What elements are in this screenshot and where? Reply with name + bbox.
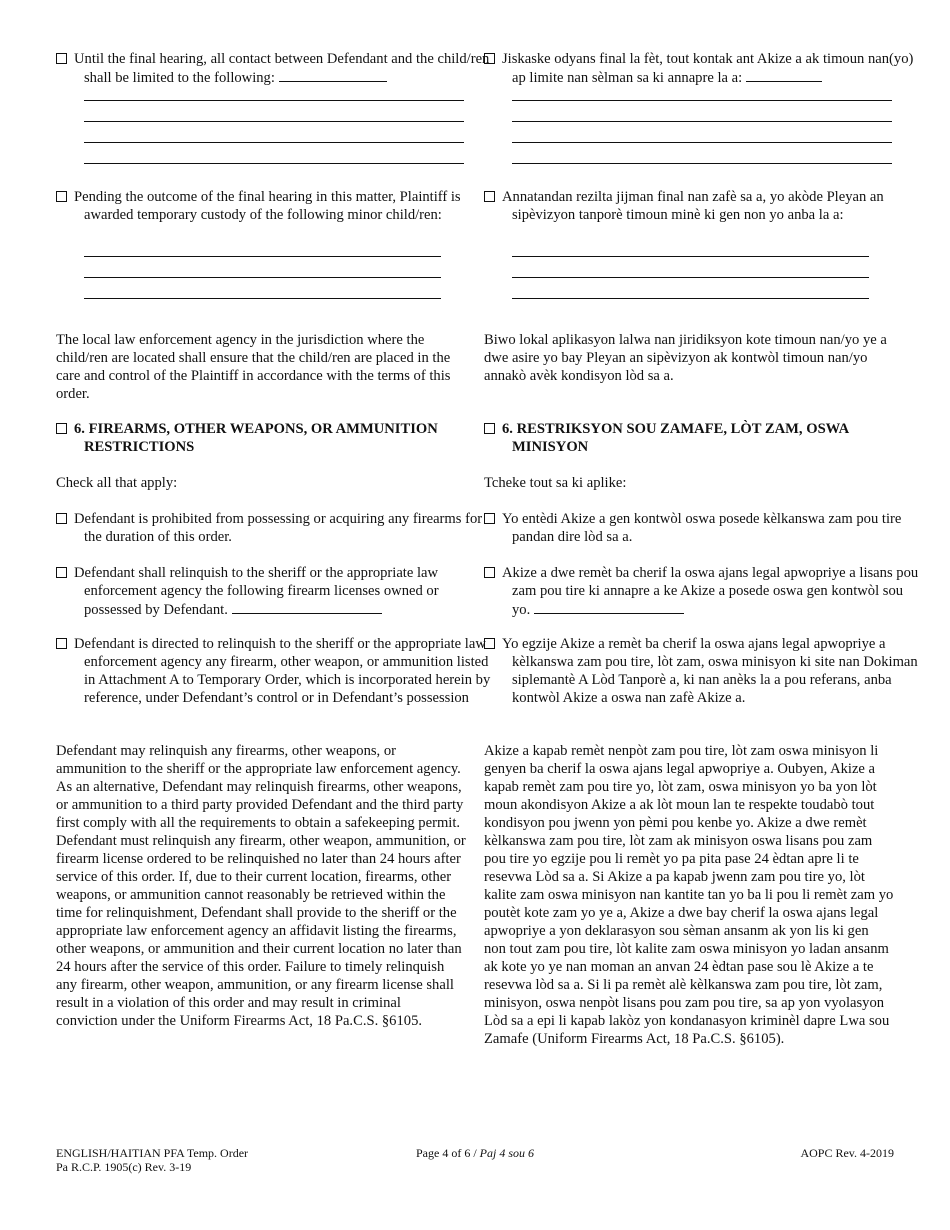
custody-lines-ht[interactable] bbox=[484, 256, 894, 299]
custody-item bbox=[56, 188, 494, 224]
contact-limit-text: Until the final hearing, all contact between Defendant and the child/ren shall be limited to the following: bbox=[74, 51, 490, 86]
relinquish-item-ht bbox=[484, 635, 922, 707]
relinquish-paragraph-ht: Akize a kapab remèt nenpòt zam pou tire, lòt zam oswa minisyon li genyen ba cherif la oswa ajans legal apwopriye a. Oubyen, Akize a kapab remèt zam pou tire yo, lòt zam, oswa minisyon yo ba yon lòt moun akondisyon Akize a ak lòt moun lan te respekte toudabò tout kondisyon pou jwenn yon pèmi pou kenbe yo. Akize a dwe remèt kèlkanswa zam pou tire, lòt zam ak minisyon oswa lisans pou zam pou tire yo egzije pou li remèt yo pa pita pase 24 èdtan apre li te resevwa Lòd sa a. Si Akize a pa kapab jwenn zam pou tire yo, lòt kalite zam oswa minisyon nan kantite tan yo ba li pou li remèt zam yo poutèt kote zam yo ye a, Akize a dwe bay cherif la oswa ajans legal apwopriye a yon deklarasyon sou sèman ansanm ak yon lis ki gen non tout zam pou tire, lòt kalite zam oswa minisyon yo ladan ansanm ak kote yo ye nan moman an anvan 24 èdtan pase sou lè Akize a te resevwa lòd sa a. Si li pa remèt alè kèlkanswa zam pou tire, lòt zam, minisyon, oswa nenpòt lisans pou zam pou tire, sa ap yon vyolasyon Lòd sa a epi li kapab lakòz yon kondanasyon kriminèl dapre Lwa sou Zamafe (Uniform Firearms Act, 18 Pa.C.S. §6105). bbox=[484, 743, 894, 1047]
law-enforcement-paragraph: The local law enforcement agency in the jurisdiction where the child/ren are located shall ensure that the child/ren are placed in the care and control of the Plaintiff in accordance with the terms of this order. bbox=[56, 332, 451, 402]
contact-limit-item bbox=[56, 50, 494, 87]
licenses-checkbox-ht[interactable] bbox=[484, 567, 495, 578]
contact-lines[interactable] bbox=[56, 100, 466, 164]
firearms-section-heading bbox=[56, 420, 494, 456]
contact-lines-ht[interactable] bbox=[484, 100, 894, 164]
relinquish-item bbox=[56, 635, 494, 707]
prohibited-checkbox-ht[interactable] bbox=[484, 513, 495, 524]
prohibited-checkbox[interactable] bbox=[56, 513, 67, 524]
prohibited-text-ht: Yo entèdi Akize a gen kontwòl oswa posede kèlkanswa zam pou tire pandan dire lòd sa a. bbox=[502, 511, 902, 545]
custody-item-ht bbox=[484, 188, 922, 224]
relinquish-checkbox[interactable] bbox=[56, 638, 67, 649]
contact-limit-checkbox-ht[interactable] bbox=[484, 53, 495, 64]
prohibited-text: Defendant is prohibited from possessing or acquiring any firearms for the duration of this order. bbox=[74, 511, 483, 545]
contact-limit-item-ht bbox=[484, 50, 922, 87]
contact-limit-blank-ht[interactable] bbox=[746, 68, 822, 82]
licenses-item-ht bbox=[484, 564, 922, 619]
licenses-text: Defendant shall relinquish to the sheriff or the appropriate law enforcement agency the following firearm licenses owned or possessed by Defendant. bbox=[74, 565, 439, 618]
law-enforcement-paragraph-ht: Biwo lokal aplikasyon lalwa nan jiridiksyon kote timoun nan/yo ye a dwe asire yo bay Pleyan an sipèvizyon ak kontwòl timoun nan/yo annakò avèk kondisyon lòd sa a. bbox=[484, 332, 887, 384]
relinquish-text-ht: Yo egzije Akize a remèt ba cherif la oswa ajans legal apwopriye a kèlkanswa zam pou tire, lòt zam, oswa minisyon ki site nan Dokiman siplemantè A Lòd Tanporè a, ki nan anèks la a pou referans, anba kontwòl Akize a oswa nan zafè Akize a. bbox=[502, 636, 918, 706]
revision-label: AOPC Rev. 4-2019 bbox=[800, 1146, 894, 1160]
relinquish-paragraph: Defendant may relinquish any firearms, other weapons, or ammunition to the sheriff or the appropriate law enforcement agency. As an alternative, Defendant may relinquish firearms, other weapons, or ammunition to a third party provided Defendant and the third party first comply with all the requirements to obtain a safekeeping permit. Defendant must relinquish any firearm, other weapon, ammunition, or firearm license ordered to be relinquished no later than 24 hours after service of this order. If, due to their current location, firearms, other weapons, or ammunition cannot reasonably be retrieved within the time for relinquishment, Defendant shall provide to the sheriff or the appropriate law enforcement agency an affidavit listing the firearms, other weapons, or ammunition and their current location no later than 24 hours after the service of this order. Failure to timely relinquish any firearm, other weapon, ammunition, or any firearm license shall result in a violation of this order and may result in criminal conviction under the Uniform Firearms Act, 18 Pa.C.S. §6105. bbox=[56, 743, 466, 1029]
contact-limit-blank[interactable] bbox=[279, 68, 387, 82]
firearms-section-title: 6. FIREARMS, OTHER WEAPONS, OR AMMUNITION RESTRICTIONS bbox=[74, 421, 438, 455]
licenses-blank-ht[interactable] bbox=[534, 600, 684, 614]
licenses-text-ht: Akize a dwe remèt ba cherif la oswa ajans legal apwopriye a lisans pou zam pou tire ki annapre a ke Akize a posede oswa gen kontwòl sou yo. bbox=[502, 565, 919, 618]
custody-lines[interactable] bbox=[56, 256, 466, 299]
firearms-section-title-ht: 6. RESTRIKSYON SOU ZAMAFE, LÒT ZAM, OSWA MINISYON bbox=[502, 421, 849, 455]
licenses-item bbox=[56, 564, 494, 619]
licenses-blank[interactable] bbox=[232, 600, 382, 614]
rule-citation: Pa R.C.P. 1905(c) Rev. 3-19 bbox=[56, 1160, 192, 1174]
firearms-section-checkbox[interactable] bbox=[56, 423, 67, 434]
form-name: ENGLISH/HAITIAN PFA Temp. Order bbox=[56, 1146, 249, 1160]
contact-limit-text-ht: Jiskaske odyans final la fèt, tout kontak ant Akize a ak timoun nan(yo) ap limite nan sèlman sa ki annapre la a: bbox=[502, 51, 914, 86]
prohibited-item bbox=[56, 510, 494, 546]
firearms-section-checkbox-ht[interactable] bbox=[484, 423, 495, 434]
firearms-section-heading-ht bbox=[484, 420, 922, 456]
custody-checkbox-ht[interactable] bbox=[484, 191, 495, 202]
relinquish-checkbox-ht[interactable] bbox=[484, 638, 495, 649]
licenses-checkbox[interactable] bbox=[56, 567, 67, 578]
contact-limit-checkbox[interactable] bbox=[56, 53, 67, 64]
custody-checkbox[interactable] bbox=[56, 191, 67, 202]
page-number-en: Page 4 of 6 / bbox=[416, 1146, 480, 1160]
check-all-label: Check all that apply: bbox=[56, 475, 178, 491]
page-number-ht: Paj 4 sou 6 bbox=[479, 1146, 534, 1160]
prohibited-item-ht bbox=[484, 510, 922, 546]
custody-text-ht: Annatandan rezilta jijman final nan zafè sa a, yo akòde Pleyan an sipèvizyon tanporè timoun minè ki gen non yo anba la a: bbox=[502, 189, 884, 223]
check-all-label-ht: Tcheke tout sa ki aplike: bbox=[484, 475, 627, 491]
relinquish-text: Defendant is directed to relinquish to the sheriff or the appropriate law enforcement agency any firearm, other weapon, or ammunition listed in Attachment A to Temporary Order, which is incorporated herein by reference, under Defendant’s control or in Defendant’s possession bbox=[74, 636, 491, 706]
custody-text: Pending the outcome of the final hearing in this matter, Plaintiff is awarded temporary custody of the following minor child/ren: bbox=[74, 189, 461, 223]
